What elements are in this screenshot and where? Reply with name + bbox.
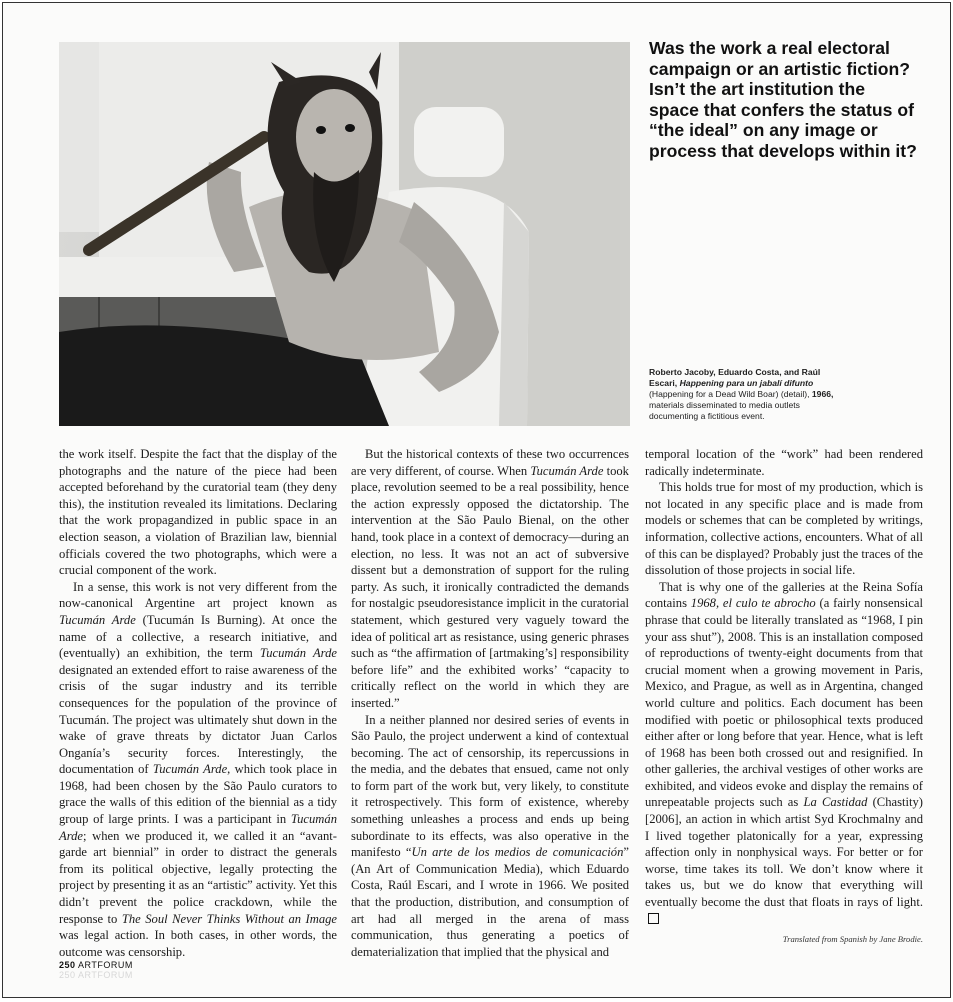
folio	[59, 960, 133, 980]
translator-credit: Translated from Spanish by Jane Brodie.	[782, 934, 923, 944]
magazine-page	[2, 2, 951, 998]
paragraph: In a sense, this work is not very different from the now-canonical Argentine art project known as Tucumán Arde (Tucumán Is Burning). At once the name of a collective, a research initiative, and (eventually) an exhibition, the term Tucumán Arde designated an extended effort to raise awareness of the crisis of the sugar industry and its terrible consequences for the population of the province of Tucumán. The project was ultimately shut down in the wake of grave threats by dictator Juan Carlos Onganía’s security forces. Interestingly, the documentation of Tucumán Arde, which took place in 1968, had been chosen by the São Paulo curators to grace the walls of this edition of the biennial as a tidy group of large prints. I was a participant in Tucumán Arde; when we produced it, we called it an “avant-garde art biennial” in order to distract the generals from its political objective, legally protecting the project by presenting it as an “artistic” activity. Yet this didn’t prevent the police crackdown, while the response to The Soul Never Thinks Without an Image was legal action. In both cases, in other words, the outcome was censorship.	[59, 579, 337, 959]
end-mark-icon	[648, 913, 659, 924]
paragraph: That is why one of the galleries at the Reina Sofía contains 1968, el culo te abrocho (a fairly nonsensical phrase that could be literally translated as “1968, I pin your ass shut”), 2008. This is an installation composed of reproductions of twenty-eight documents from that crucial moment when a growing movement in Paris, Mexico, and Prague, as well as in Argentina, changed world culture and politics. Each document has been modified with poetic or philosophical texts produced either after or long before that year. Hence, what is left of 1968 has been both crossed out and resignified. In other galleries, the archival vestiges of other works are exhibited, and videos evoke and display the remains of unrepeatable projects such as La Castidad (Chastity) [2006], an action in which artist Syd Krochmalny and I lived together platonically for a year, expressing affection only in nonphysical ways. For better or for worse, time takes its toll. We don’t know where it takes us, but we do know that everything will eventually become the dust that floats in rays of light.	[645, 579, 923, 927]
pull-quote: Was the work a real electoral campaign or an artistic fiction? Isn’t the art institution the space that confers the status of “the ideal” on any image or process that develops within it?	[649, 38, 917, 161]
caption-title: Happening para un jabalí difunto	[679, 378, 814, 389]
photo-illustration	[59, 42, 630, 426]
ghost-folio: 250 ARTFORUM	[59, 970, 133, 980]
caption-year: 1966,	[811, 389, 834, 400]
photo-caption	[649, 367, 839, 422]
caption-title-en: (Happening for a Dead Wild Boar) (detail),	[649, 389, 810, 400]
paragraph: But the historical contexts of these two occurrences are very different, of course. When Tucumán Arde took place, revolution seemed to be a real possibility, hence the action expressly opposed the dictatorship. The intervention at the São Paulo Bienal, on the other hand, took place in a context of democracy—during an election, no less. It was not an act of subversive dissent but a demonstration of support for the ruling party. As such, it ironically contradicted the demands for nostalgic pseudoresistance implicit in the curatorial statement, which gestured very vaguely toward the idea of political art as resistance, using generic phrases such as “the affirmation of [artmaking’s] responsibility before life” and the exhibited works’ “capacity to critically reflect on the world in which they are inserted.”	[351, 447, 629, 710]
article-photo	[59, 42, 630, 426]
paragraph: This holds true for most of my production, which is not located in any specific place and is made from models or schemes that can be completed by writings, information, collective actions, encounters. What of all of this can be displayed? Probably just the traces of the dissolution of those projects in social life.	[645, 480, 923, 578]
magazine-name: ARTFORUM	[78, 960, 133, 970]
paragraph: In a neither planned nor desired series of events in São Paulo, the project underwent a kind of contextual becoming. The act of censorship, its repercussions in the media, and the debates that ensued, came not only to form part of the work but, very likely, to constitute it retrospectively. This form of existence, whereby something unleashes a process and ends up being subordinate to its effects, was also operative in the manifesto “Un arte de los medios de comunicación” (An Art of Communication Media), which Eduardo Costa, Raúl Escari, and I wrote in 1966. We posited that the production, distribution, and consumption of art had all merged in the arena of mass communication, thus generating a poetics of dematerialization that implied that the physical and	[351, 712, 629, 959]
text-column-1	[59, 446, 337, 960]
text-column-2	[351, 446, 629, 960]
paragraph: the work itself. Despite the fact that the display of the photographs and the nature of the piece had been accepted beforehand by the curatorial team (they deny this), the institution revealed its limitations. Declaring that the work propagandized in public space in an election season, a violation of Brazilian law, biennial officials covered the two photographs, which were a crucial component of the work.	[59, 447, 337, 578]
caption-authors: Roberto Jacoby, Eduardo Costa, and Raúl Escari,	[649, 367, 821, 389]
page-number: 250	[59, 960, 76, 970]
text-column-3	[645, 446, 923, 927]
caption-description: materials disseminated to media outlets documenting a fictitious event.	[649, 400, 800, 422]
paragraph: temporal location of the “work” had been rendered radically indeterminate.	[645, 447, 923, 478]
